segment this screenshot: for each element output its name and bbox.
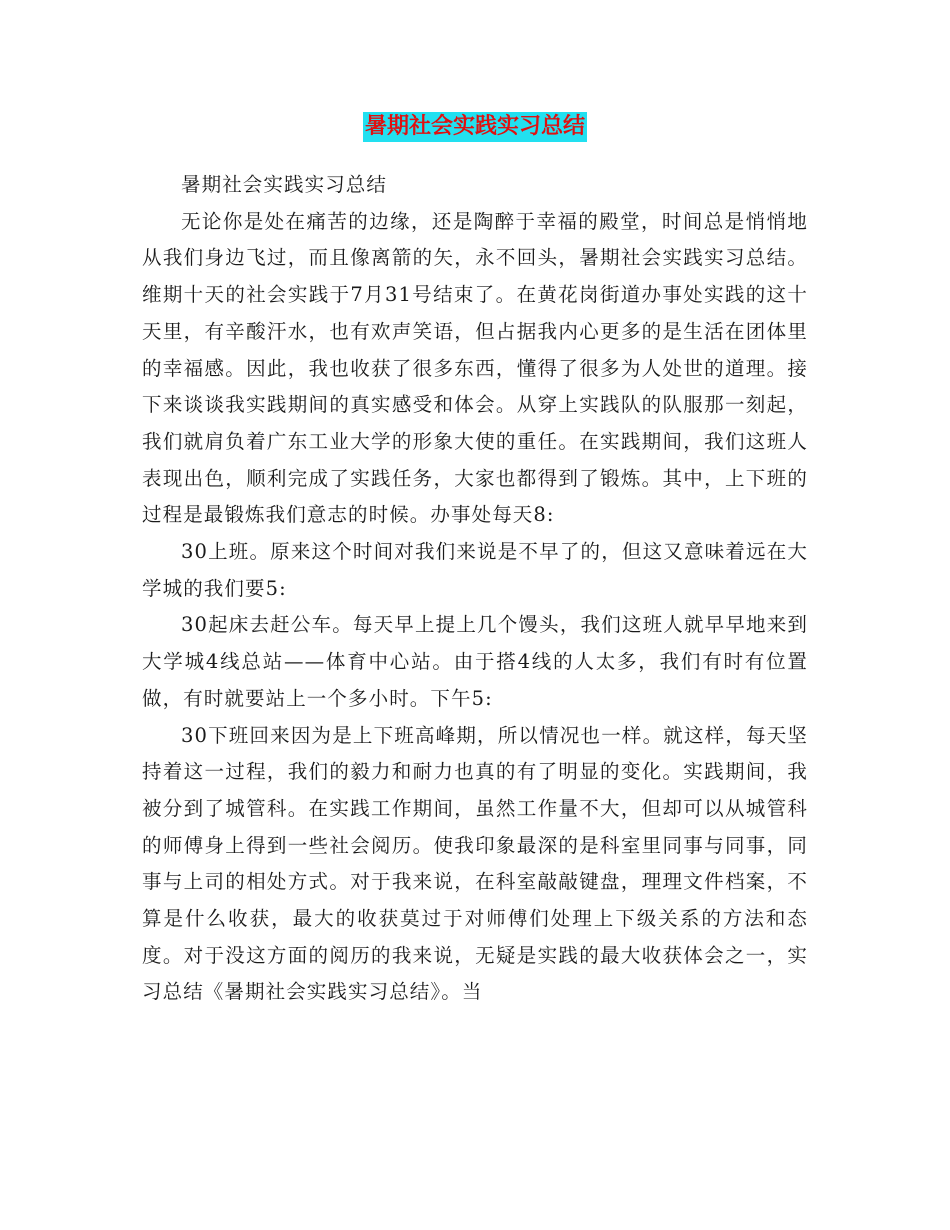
document-title: 暑期社会实践实习总结 — [363, 112, 587, 142]
paragraph: 30下班回来因为是上下班高峰期，所以情况也一样。就这样，每天坚持着这一过程，我们的毅力和耐力也真的有了明显的变化。实践期间，我被分到了城管科。在实践工作期间，虽然工作量不大，但却可以从城管科的师傅身上得到一些社会阅历。使我印象最深的是科室里同事与同事，同事与上司的相处方式。对于我来说，在科室敲敲键盘，理理文件档案，不算是什么收获，最大的收获莫过于对师傅们处理上下级关系的方法和态度。对于没这方面的阅历的我来说，无疑是实践的最大收获体会之一，实习总结《暑期社会实践实习总结》。当 — [142, 723, 808, 1004]
paragraph: 无论你是处在痛苦的边缘，还是陶醉于幸福的殿堂，时间总是悄悄地从我们身边飞过，而且像离箭的矢，永不回头，暑期社会实践实习总结。维期十天的社会实践于7月31号结束了。在黄花岗街道办事处实践的这十天里，有辛酸汗水，也有欢声笑语，但占据我内心更多的是生活在团体里的幸福感。因此，我也收获了很多东西，懂得了很多为人处世的道理。接下来谈谈我实践期间的真实感受和体会。从穿上实践队的队服那一刻起，我们就肩负着广东工业大学的形象大使的重任。在实践期间，我们这班人表现出色，顺利完成了实践任务，大家也都得到了锻炼。其中，上下班的过程是最锻炼我们意志的时候。办事处每天8: — [142, 209, 808, 527]
paragraph: 30起床去赶公车。每天早上提上几个馒头，我们这班人就早早地来到大学城4线总站——体育中心站。由于搭4线的人太多，我们有时有位置做，有时就要站上一个多小时。下午5: — [142, 613, 808, 710]
title-container — [0, 112, 950, 142]
document-body — [142, 167, 808, 1011]
paragraph-subtitle: 暑期社会实践实习总结 — [181, 173, 388, 196]
paragraph: 30上班。原来这个时间对我们来说是不早了的，但这又意味着远在大学城的我们要5: — [142, 540, 808, 600]
